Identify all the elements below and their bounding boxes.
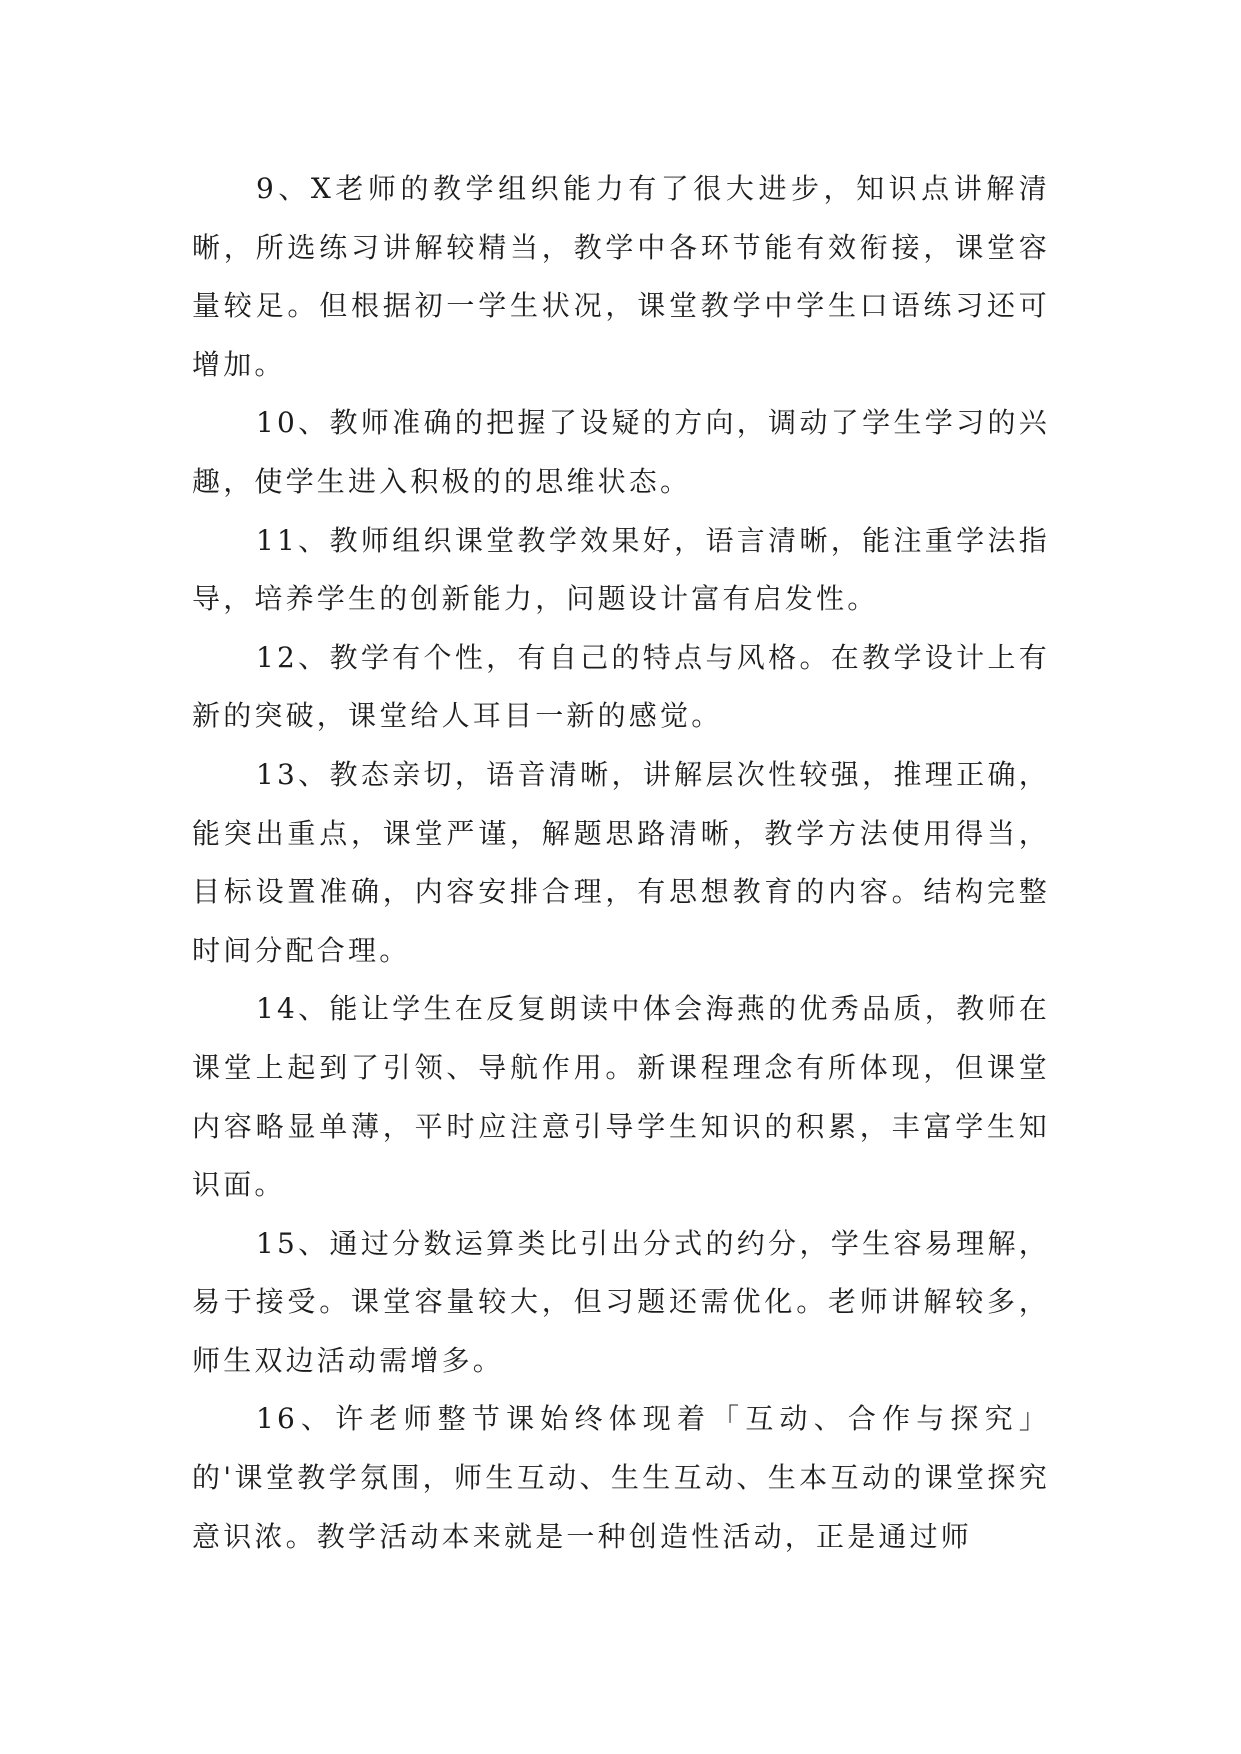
paragraph-9: 9、X老师的教学组织能力有了很大进步，知识点讲解清晰，所选练习讲解较精当，教学中各环节能有效衔接，课堂容量较足。但根据初一学生状况，课堂教学中学生口语练习还可增加。 <box>192 172 1050 381</box>
paragraph-10: 10、教师准确的把握了设疑的方向，调动了学生学习的兴趣，使学生进入积极的的思维状态。 <box>192 406 1050 498</box>
paragraph-15: 15、通过分数运算类比引出分式的约分，学生容易理解，易于接受。课堂容量较大，但习题还需优化。老师讲解较多，师生双边活动需增多。 <box>192 1226 1050 1377</box>
paragraph-14: 14、能让学生在反复朗读中体会海燕的优秀品质，教师在课堂上起到了引领、导航作用。新课程理念有所体现，但课堂内容略显单薄，平时应注意引导学生知识的积累，丰富学生知识面。 <box>192 992 1050 1202</box>
paragraph-13: 13、教态亲切，语音清晰，讲解层次性较强，推理正确，能突出重点，课堂严谨，解题思路清晰，教学方法使用得当，目标设置准确，内容安排合理，有思想教育的内容。结构完整时间分配合理。 <box>192 757 1050 967</box>
document-body <box>192 160 1050 1566</box>
paragraph-11: 11、教师组织课堂教学效果好，语言清晰，能注重学法指导，培养学生的创新能力，问题设计富有启发性。 <box>192 523 1050 616</box>
paragraph-12: 12、教学有个性，有自己的特点与风格。在教学设计上有新的突破，课堂给人耳目一新的感觉。 <box>192 640 1050 733</box>
paragraph-16: 16、许老师整节课始终体现着「互动、合作与探究」的'课堂教学氛围，师生互动、生生互动、生本互动的课堂探究意识浓。教学活动本来就是一种创造性活动，正是通过师 <box>192 1402 1050 1553</box>
